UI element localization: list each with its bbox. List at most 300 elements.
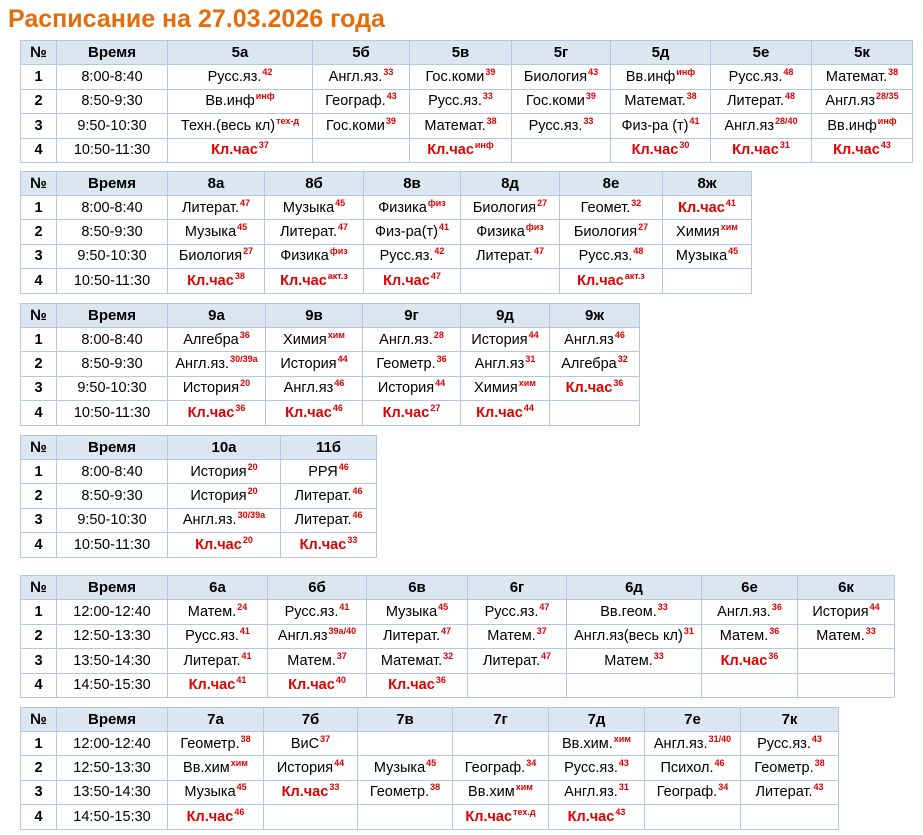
room-number: 46: [714, 758, 725, 769]
room-number: 37: [320, 733, 331, 744]
room-number: 44: [869, 601, 880, 612]
lesson-time: 8:50-9:30: [57, 220, 168, 244]
lesson-cell: [453, 732, 549, 756]
class-header: 9ж: [550, 304, 640, 328]
subject-name: Музыка: [675, 248, 728, 265]
class-header: 8ж: [663, 172, 752, 196]
subject-name: Музыка: [373, 760, 426, 777]
lesson-cell: [266, 401, 363, 425]
room-number: 27: [638, 222, 649, 233]
room-number: 28/35: [876, 91, 899, 102]
lesson-cell: [168, 600, 268, 625]
lesson-number: 2: [21, 756, 57, 780]
subject-name: Техн.(весь кл): [180, 117, 276, 134]
lesson-cell: [567, 673, 702, 698]
room-number: 31: [618, 782, 629, 793]
lesson-number: 2: [21, 220, 57, 244]
subject-name: Русс.яз.: [757, 735, 811, 752]
lesson-cell: [264, 780, 358, 804]
subject-name: Математ.: [624, 93, 686, 110]
subject-name: Вв.хим: [468, 784, 515, 801]
room-number: 46: [338, 461, 349, 472]
lesson-cell: [168, 460, 281, 484]
lesson-number: 3: [21, 780, 57, 804]
room-number: 41: [236, 675, 247, 686]
class-header: 6б: [268, 576, 367, 600]
room-number: 20: [247, 461, 258, 472]
lesson-cell: [560, 220, 663, 244]
lesson-cell: [168, 732, 264, 756]
lesson-number: 1: [21, 732, 57, 756]
lesson-cell: [663, 220, 752, 244]
lesson-cell: [453, 780, 549, 804]
lesson-cell: [168, 508, 281, 532]
lesson-cell: [168, 673, 268, 698]
subject-name: Психол.: [660, 760, 714, 777]
subject-name: Кл.час: [720, 652, 768, 669]
subject-name: Кл.час: [732, 142, 779, 159]
class-header: 8а: [168, 172, 265, 196]
subject-name: Англ.яз: [474, 356, 525, 373]
schedule-table: [20, 303, 640, 426]
lesson-cell: [168, 114, 313, 139]
room-number: 48: [783, 66, 794, 77]
lesson-cell: [798, 673, 895, 698]
room-number: 40: [335, 675, 346, 686]
lesson-time: 14:50-15:30: [57, 673, 168, 698]
lesson-row: [21, 376, 640, 400]
subject-name: Кл.час: [567, 808, 615, 825]
subject-name: Биология: [523, 68, 588, 85]
room-number: 33: [347, 534, 358, 545]
lesson-number: 4: [21, 805, 57, 829]
lesson-cell: [168, 269, 265, 293]
room-number: 45: [728, 246, 739, 257]
subject-name: Англ.яз.: [182, 512, 237, 529]
lesson-cell: [168, 805, 264, 829]
room-number: 30/39а: [237, 510, 266, 521]
subject-name: Англ.яз.: [175, 356, 230, 373]
lesson-number: 4: [21, 138, 57, 163]
room-number: 39а/40: [328, 626, 357, 637]
lesson-row: [21, 756, 839, 780]
lesson-cell: [367, 600, 468, 625]
subject-name: Англ.яз.: [653, 735, 708, 752]
lesson-cell: [268, 624, 367, 649]
lesson-cell: [468, 624, 567, 649]
subject-name: Русс.яз.: [528, 117, 583, 134]
room-number: 37: [536, 626, 547, 637]
room-number: 33: [583, 115, 594, 126]
lesson-cell: [663, 244, 752, 268]
lesson-cell: [461, 220, 560, 244]
room-number: 33: [329, 782, 340, 793]
class-header: 5е: [711, 41, 812, 65]
lesson-number: 3: [21, 376, 57, 400]
lesson-cell: [266, 376, 363, 400]
lesson-time: 12:00-12:40: [57, 732, 168, 756]
lesson-cell: [313, 89, 410, 114]
subject-name: История: [182, 380, 240, 397]
room-number: 37: [336, 650, 347, 661]
class-header: 11б: [281, 436, 377, 460]
room-number: 47: [430, 270, 441, 281]
page-title: Расписание на 27.03.2026 года: [8, 5, 385, 33]
subject-name: История: [377, 380, 435, 397]
room-number: 45: [426, 758, 437, 769]
lesson-cell: [741, 732, 839, 756]
lesson-time: 13:50-14:30: [57, 649, 168, 674]
lesson-cell: [512, 65, 611, 90]
room-number: 43: [386, 91, 397, 102]
subject-name: Кл.час: [285, 404, 332, 421]
lesson-cell: [363, 328, 461, 352]
lesson-cell: [265, 244, 364, 268]
subject-name: Биология: [573, 224, 638, 241]
subject-name: История: [190, 488, 247, 505]
header-time: Время: [57, 41, 168, 65]
room-number: 44: [337, 354, 348, 365]
lesson-cell: [512, 89, 611, 114]
subject-name: Вв.хим: [183, 760, 230, 777]
lesson-cell: [265, 269, 364, 293]
subject-name: Англ.яз.: [379, 331, 433, 348]
subject-name: Англ.яз: [724, 117, 775, 134]
subject-name: Физ-ра(т): [374, 224, 438, 241]
subject-name: Геометр.: [180, 735, 240, 752]
subject-name: Литерат.: [294, 512, 352, 529]
lesson-row: [21, 196, 752, 220]
subject-name: Кл.час: [465, 808, 513, 825]
room-number: 31/40: [708, 733, 732, 744]
room-number: 41: [689, 115, 700, 126]
lesson-time: 8:00-8:40: [57, 328, 168, 352]
room-number: 46: [332, 402, 343, 413]
room-number: 48: [785, 91, 796, 102]
class-header: 5а: [168, 41, 313, 65]
lesson-cell: [461, 376, 550, 400]
lesson-cell: [410, 89, 512, 114]
header-time: Время: [57, 436, 168, 460]
lesson-cell: [741, 756, 839, 780]
subject-name: Музыка: [184, 224, 237, 241]
lesson-cell: [168, 352, 266, 376]
lesson-cell: [550, 328, 640, 352]
lesson-row: [21, 484, 377, 508]
class-header: 5г: [512, 41, 611, 65]
lesson-cell: [364, 196, 461, 220]
lesson-cell: [550, 352, 640, 376]
room-number: 46: [334, 378, 345, 389]
lesson-cell: [560, 196, 663, 220]
room-number: 42: [434, 246, 445, 257]
lesson-cell: [702, 624, 798, 649]
lesson-cell: [168, 138, 313, 163]
lesson-row: [21, 533, 377, 557]
class-header: 5к: [812, 41, 913, 65]
subject-name: Кл.час: [186, 808, 234, 825]
lesson-cell: [611, 138, 711, 163]
lesson-number: 3: [21, 649, 57, 674]
lesson-cell: [645, 756, 741, 780]
lesson-cell: [367, 649, 468, 674]
lesson-cell: [313, 114, 410, 139]
lesson-cell: [798, 624, 895, 649]
lesson-row: [21, 220, 752, 244]
room-number: 27: [537, 197, 548, 208]
lesson-cell: [358, 756, 453, 780]
room-number: тех.д: [513, 806, 536, 817]
class-header: 6а: [168, 576, 268, 600]
subject-name: Кл.час: [188, 677, 236, 694]
lesson-time: 8:50-9:30: [57, 89, 168, 114]
subject-name: Кл.час: [195, 536, 242, 553]
lesson-cell: [364, 220, 461, 244]
class-header: 5б: [313, 41, 410, 65]
lesson-row: [21, 673, 895, 698]
lesson-time: 12:50-13:30: [57, 756, 168, 780]
room-number: 30/39а: [230, 354, 258, 365]
lesson-cell: [461, 269, 560, 293]
lesson-time: 8:50-9:30: [57, 484, 168, 508]
lesson-cell: [567, 624, 702, 649]
lesson-cell: [560, 269, 663, 293]
room-number: 28/40: [775, 115, 798, 126]
lesson-cell: [268, 673, 367, 698]
room-number: 37: [258, 140, 269, 151]
lesson-cell: [265, 196, 364, 220]
lesson-cell: [812, 114, 913, 139]
room-number: 32: [617, 354, 628, 365]
lesson-cell: [364, 269, 461, 293]
room-number: 38: [814, 758, 825, 769]
class-header: 9а: [168, 304, 266, 328]
lesson-time: 8:00-8:40: [57, 65, 168, 90]
header-number: №: [21, 576, 57, 600]
subject-name: Музыка: [282, 199, 335, 216]
subject-name: Англ.яз.: [564, 784, 618, 801]
subject-name: Литерат.: [755, 784, 813, 801]
subject-name: Матем.: [719, 628, 769, 645]
subject-name: Кл.час: [476, 404, 523, 421]
header-row: [21, 576, 895, 600]
room-number: 34: [526, 758, 537, 769]
lesson-row: [21, 780, 839, 804]
lesson-cell: [168, 196, 265, 220]
lesson-cell: [812, 65, 913, 90]
header-row: [21, 304, 640, 328]
subject-name: Музыка: [385, 603, 438, 620]
room-number: 43: [811, 733, 822, 744]
lesson-cell: [461, 352, 550, 376]
room-number: 44: [435, 378, 446, 389]
room-number: 38: [234, 270, 245, 281]
lesson-row: [21, 269, 752, 293]
lesson-cell: [266, 352, 363, 376]
room-number: 48: [633, 246, 644, 257]
lesson-cell: [281, 533, 377, 557]
class-header: 7е: [645, 708, 741, 732]
room-number: 38: [486, 115, 497, 126]
subject-name: Англ.яз.: [717, 603, 771, 620]
lesson-row: [21, 732, 839, 756]
room-number: 36: [771, 601, 782, 612]
lesson-cell: [410, 114, 512, 139]
lesson-time: 12:00-12:40: [57, 600, 168, 625]
lesson-cell: [358, 780, 453, 804]
lesson-number: 3: [21, 244, 57, 268]
lesson-cell: [645, 732, 741, 756]
lesson-cell: [645, 780, 741, 804]
room-number: 27: [243, 246, 254, 257]
lesson-row: [21, 244, 752, 268]
lesson-cell: [168, 649, 268, 674]
lesson-cell: [611, 65, 711, 90]
subject-name: Литерат.: [181, 199, 239, 216]
room-number: 28: [433, 329, 444, 340]
room-number: акт.з: [624, 270, 645, 281]
lesson-cell: [461, 244, 560, 268]
room-number: 38: [430, 782, 441, 793]
subject-name: Кл.час: [565, 380, 613, 397]
subject-name: Англ.яз: [564, 331, 614, 348]
class-header: 8б: [265, 172, 364, 196]
lesson-time: 8:50-9:30: [57, 352, 168, 376]
lesson-number: 1: [21, 65, 57, 90]
subject-name: Матем.: [816, 628, 865, 645]
room-number: 46: [234, 806, 245, 817]
class-header: 7в: [358, 708, 453, 732]
room-number: 45: [237, 222, 248, 233]
room-number: 36: [613, 378, 624, 389]
subject-name: Географ.: [656, 784, 718, 801]
room-number: 33: [383, 66, 394, 77]
class-header: 10а: [168, 436, 281, 460]
subject-name: Русс.яз.: [484, 603, 539, 620]
lesson-row: [21, 401, 640, 425]
room-number: 47: [338, 222, 349, 233]
subject-name: Геометр.: [376, 356, 436, 373]
lesson-row: [21, 508, 377, 532]
lesson-cell: [711, 114, 812, 139]
class-header: 5в: [410, 41, 512, 65]
lesson-cell: [567, 600, 702, 625]
subject-name: Кл.час: [383, 272, 430, 289]
room-number: 38: [888, 66, 899, 77]
room-number: хим: [518, 378, 536, 389]
room-number: хим: [327, 329, 345, 340]
header-time: Время: [57, 304, 168, 328]
room-number: 33: [865, 626, 876, 637]
subject-name: Русс.яз.: [428, 93, 482, 110]
lesson-cell: [168, 780, 264, 804]
subject-name: Матем.: [487, 628, 536, 645]
subject-name: Вв.геом.: [600, 603, 657, 620]
lesson-cell: [512, 138, 611, 163]
header-number: №: [21, 304, 57, 328]
subject-name: Русс.яз.: [728, 68, 783, 85]
lesson-cell: [268, 600, 367, 625]
room-number: 36: [235, 402, 246, 413]
subject-name: Химия: [474, 380, 518, 397]
class-header: 5д: [611, 41, 711, 65]
room-number: хим: [515, 782, 533, 793]
lesson-cell: [367, 673, 468, 698]
room-number: 39: [485, 66, 496, 77]
subject-name: Русс.яз.: [284, 603, 339, 620]
subject-name: Кл.час: [211, 142, 258, 159]
lesson-cell: [168, 484, 281, 508]
room-number: 39: [585, 91, 596, 102]
lesson-cell: [364, 244, 461, 268]
room-number: 30: [679, 140, 690, 151]
lesson-row: [21, 138, 913, 163]
lesson-cell: [741, 805, 839, 829]
subject-name: Алгебра: [561, 356, 617, 373]
lesson-cell: [313, 138, 410, 163]
subject-name: Англ.яз(весь кл): [574, 628, 683, 645]
lesson-cell: [468, 673, 567, 698]
subject-name: Географ.: [464, 760, 526, 777]
header-time: Время: [57, 576, 168, 600]
subject-name: Кл.час: [281, 784, 329, 801]
lesson-cell: [281, 508, 377, 532]
lesson-cell: [268, 649, 367, 674]
schedule-table: [20, 435, 377, 558]
subject-name: Музыка: [184, 784, 236, 801]
subject-name: Русс.яз.: [185, 628, 239, 645]
subject-name: Кл.час: [288, 677, 335, 694]
lesson-cell: [461, 401, 550, 425]
subject-name: Вв.инф: [827, 117, 877, 134]
lesson-cell: [168, 756, 264, 780]
subject-name: История: [280, 356, 337, 373]
subject-name: Русс.яз.: [564, 760, 618, 777]
subject-name: Кл.час: [187, 272, 234, 289]
subject-name: Вв.инф: [205, 93, 255, 110]
subject-name: История: [471, 331, 528, 348]
header-row: [21, 436, 377, 460]
room-number: 47: [539, 601, 550, 612]
lesson-number: 1: [21, 460, 57, 484]
subject-name: Математ.: [825, 68, 888, 85]
room-number: 46: [352, 510, 363, 521]
lesson-cell: [264, 805, 358, 829]
subject-name: Кл.час: [678, 199, 725, 216]
subject-name: Химия: [283, 331, 327, 348]
lesson-cell: [550, 401, 640, 425]
room-number: инф: [877, 115, 897, 126]
room-number: 39: [385, 115, 396, 126]
subject-name: Кл.час: [187, 404, 235, 421]
lesson-number: 2: [21, 484, 57, 508]
subject-name: РРЯ: [308, 463, 338, 480]
room-number: 33: [653, 650, 664, 661]
room-number: 47: [534, 246, 545, 257]
lesson-row: [21, 352, 640, 376]
lesson-row: [21, 114, 913, 139]
subject-name: Математ.: [424, 117, 486, 134]
class-header: 9г: [363, 304, 461, 328]
lesson-cell: [168, 89, 313, 114]
schedule-table: [20, 40, 913, 163]
lesson-number: 1: [21, 196, 57, 220]
lesson-number: 4: [21, 401, 57, 425]
room-number: хим: [720, 222, 738, 233]
room-number: 44: [334, 758, 345, 769]
lesson-row: [21, 805, 839, 829]
lesson-time: 10:50-11:30: [57, 401, 168, 425]
